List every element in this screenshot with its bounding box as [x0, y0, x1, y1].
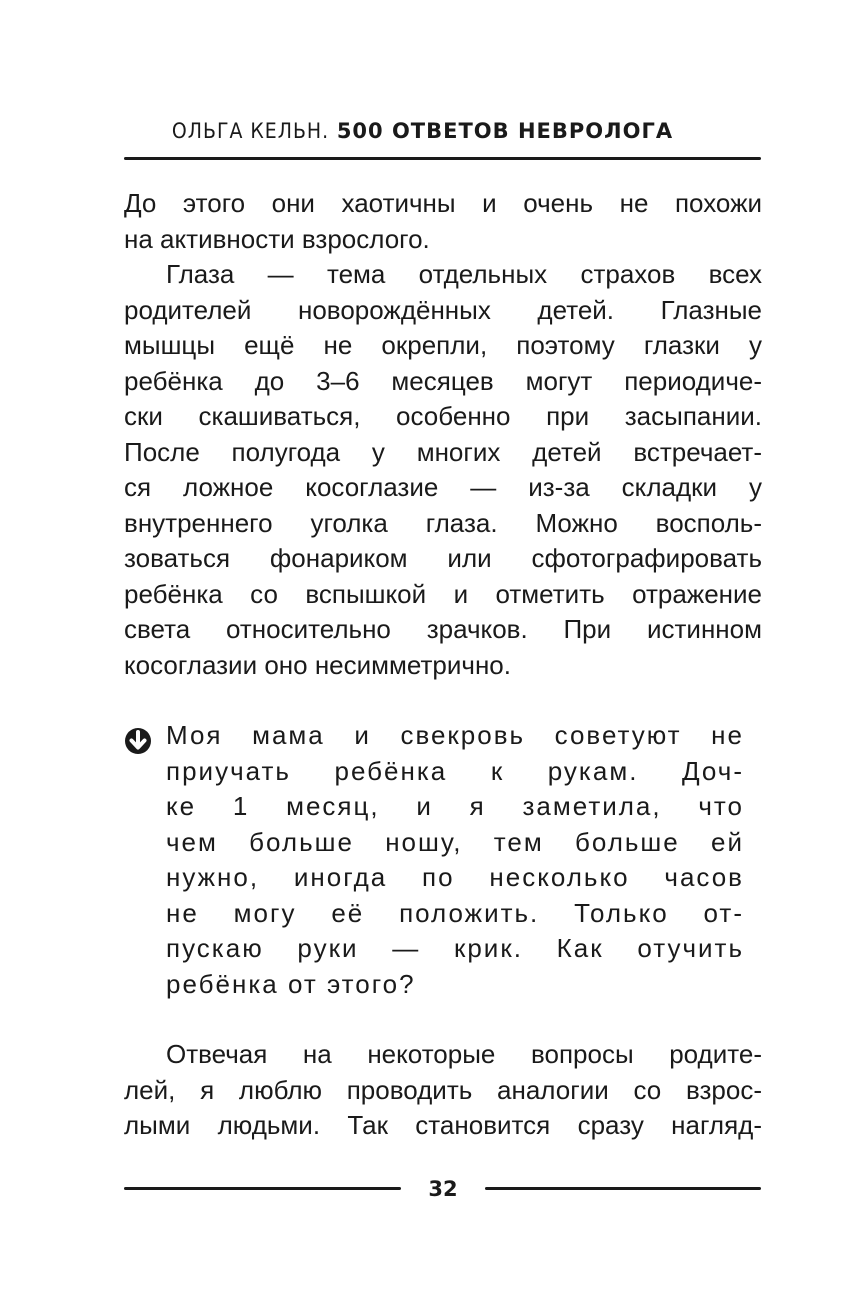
running-head-author: ОЛЬГА КЕЛЬН. — [171, 119, 330, 143]
text-line: Глаза — тема отдельных страхов всех — [166, 259, 762, 289]
text-line: ся ложное косоглазие — из-за складки у — [124, 472, 762, 502]
text-line: ски скашиваться, особенно при засыпании. — [124, 401, 762, 431]
text-line: ребёнка со вспышкой и отметить отражение — [124, 578, 762, 609]
down-arrow-circle-icon — [124, 727, 152, 755]
text-line: До этого они хаотичны и очень не похожи — [124, 188, 762, 218]
footer-rule-right — [485, 1187, 761, 1190]
text-line: После полугода у многих детей встречает- — [124, 436, 762, 467]
text-line: лыми людьми. Так становится сразу нагляд- — [124, 1110, 762, 1140]
text-line: родителей новорождённых детей. Глазные — [124, 294, 762, 325]
text-line: пускаю руки — крик. Как отучить — [166, 933, 744, 963]
page-number: 32 — [428, 1177, 458, 1201]
text-line: чем больше ношу, тем больше ей — [166, 826, 744, 857]
text-line: лей, я люблю проводить аналогии со взрос- — [124, 1074, 762, 1105]
text-line: нужно, иногда по несколько часов — [166, 862, 744, 892]
text-line: не могу её положить. Только от- — [166, 897, 744, 928]
text-line: мышцы ещё не окрепли, поэтому глазки у — [124, 330, 762, 360]
running-head-book-title: 500 ОТВЕТОВ НЕВРОЛОГА — [336, 119, 674, 143]
running-head — [0, 118, 845, 144]
question-text — [166, 718, 744, 1002]
paragraph-continued — [124, 186, 762, 683]
text-line: Моя мама и свекровь советуют не — [166, 720, 744, 750]
text-line: ребёнка до 3–6 месяцев могут периодиче- — [124, 365, 762, 396]
text-line: зоваться фонариком или сфотографировать — [124, 543, 762, 573]
footer-rule-left — [124, 1187, 401, 1190]
text-line: ке 1 месяц, и я заметила, что — [166, 791, 744, 821]
text-line: Отвечая на некоторые вопросы родите- — [166, 1039, 762, 1069]
text-line: внутреннего уголка глаза. Можно восполь- — [124, 507, 762, 538]
text-line: косоглазии оно несимметрично. — [124, 649, 511, 680]
text-line: ребёнка от этого? — [166, 968, 416, 999]
text-line: приучать ребёнка к рукам. Доч- — [166, 755, 744, 786]
answer-paragraph — [124, 1037, 762, 1144]
text-line: света относительно зрачков. При истинном — [124, 614, 762, 644]
header-rule — [124, 157, 761, 160]
text-line: на активности взрослого. — [124, 223, 430, 254]
